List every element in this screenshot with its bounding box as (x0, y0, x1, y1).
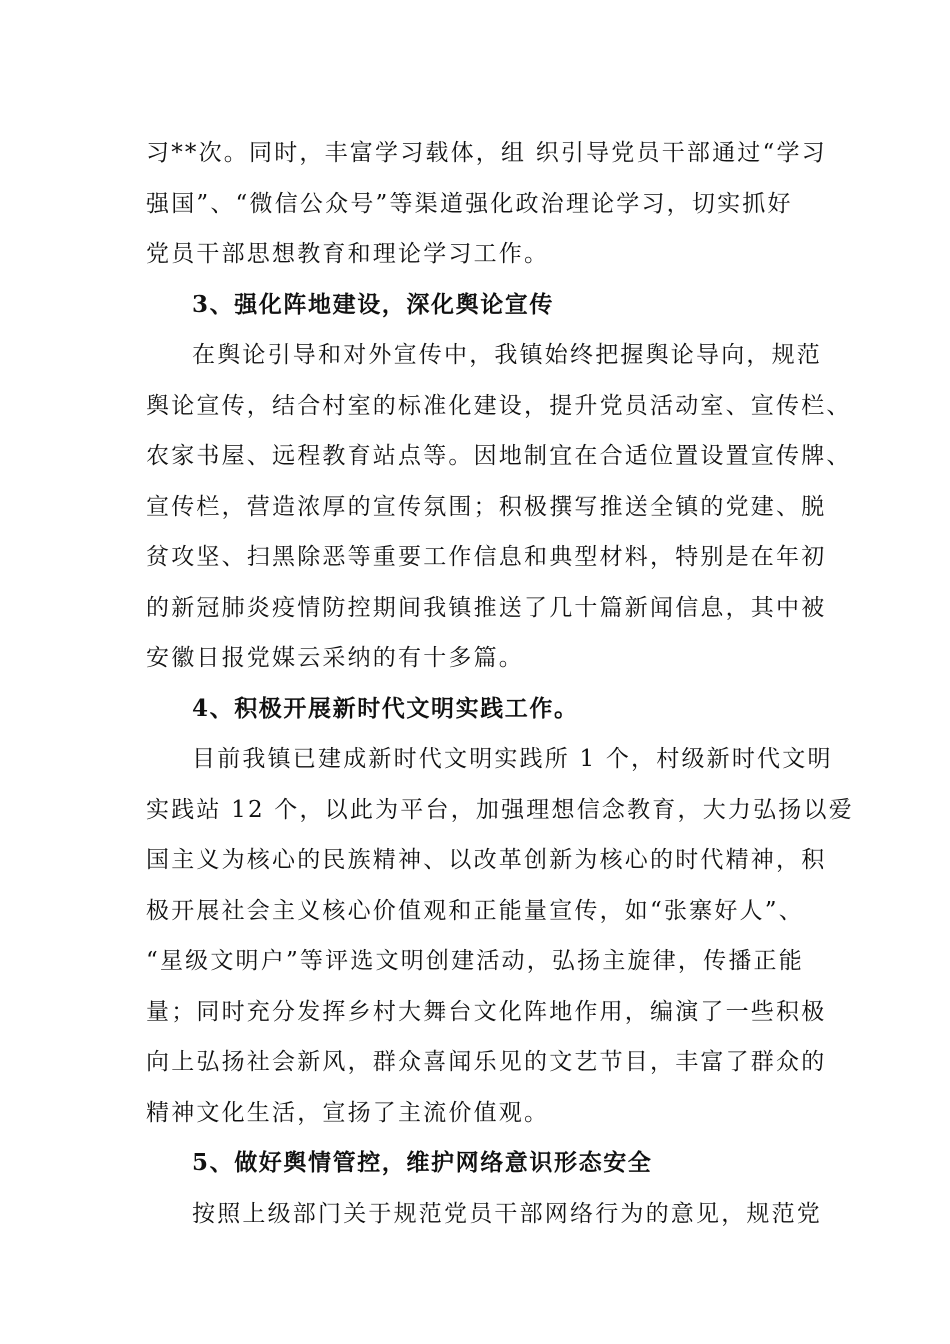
text-line: 量；同时充分发挥乡村大舞台文化阵地作用，编演了一些积极 (146, 998, 827, 1025)
text-line: 按照上级部门关于规范党员干部网络行为的意见，规范党 (192, 1200, 822, 1227)
text-line: 国主义为核心的民族精神、以改革创新为核心的时代精神，积 (146, 847, 827, 873)
section-heading-3: 3、强化阵地建设，深化舆论宣传 (192, 290, 555, 318)
text-line: 目前我镇已建成新时代文明实践所 1 个，村级新时代文明 (192, 746, 833, 772)
text-line: 习**次。同时，丰富学习载体，组 织引导党员干部通过“学习 (146, 140, 827, 166)
document-body (146, 128, 854, 1239)
text-line: 强国”、“微信公众号”等渠道强化政治理论学习，切实抓好 (146, 190, 793, 217)
text-line: 极开展社会主义核心价值观和正能量宣传，如“张寨好人”、 (146, 897, 804, 924)
text-line: 党员干部思想教育和理论学习工作。 (146, 241, 550, 267)
text-line: 精神文化生活，宣扬了主流价值观。 (146, 1099, 550, 1126)
text-line: 向上弘扬社会新风，群众喜闻乐见的文艺节目，丰富了群众的 (146, 1049, 827, 1075)
text-line: 舆论宣传，结合村室的标准化建设，提升党员活动室、宣传栏、 (146, 392, 852, 419)
text-line: 宣传栏，营造浓厚的宣传氛围；积极撰写推送全镇的党建、脱 (146, 493, 827, 520)
text-line: 在舆论引导和对外宣传中，我镇始终把握舆论导向，规范 (192, 342, 822, 368)
text-line: “星级文明户”等评选文明创建活动，弘扬主旋律，传播正能 (146, 948, 804, 974)
section-heading-4: 4、积极开展新时代文明实践工作。 (192, 694, 579, 722)
text-line: 实践站 12 个，以此为平台，加强理想信念教育，大力弘扬以爱 (146, 796, 854, 823)
section-heading-5: 5、做好舆情管控，维护网络意识形态安全 (192, 1149, 653, 1176)
text-line: 贫攻坚、扫黑除恶等重要工作信息和典型材料，特别是在年初 (146, 544, 827, 570)
text-line: 农家书屋、远程教育站点等。因地制宜在合适位置设置宣传牌、 (146, 443, 852, 469)
text-line: 安徽日报党媒云采纳的有十多篇。 (146, 645, 524, 671)
text-line: 的新冠肺炎疫情防控期间我镇推送了几十篇新闻信息，其中被 (146, 594, 827, 621)
